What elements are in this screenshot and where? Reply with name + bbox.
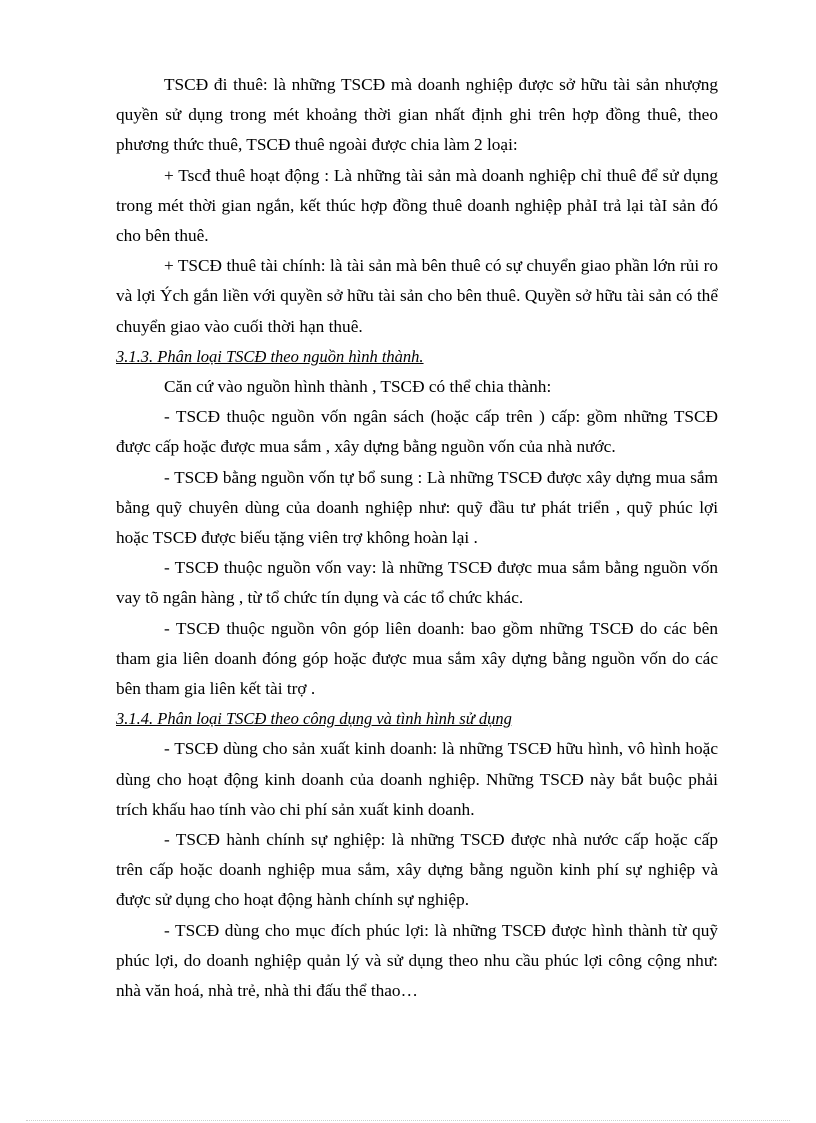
paragraph-state-budget: - TSCĐ thuộc nguồn vốn ngân sách (hoặc cấp trên ) cấp: gồm những TSCĐ được cấp hoặc được mua sắm , xây dựng bằng nguồn vốn của nhà nước. (116, 407, 718, 457)
paragraph-administrative: - TSCĐ hành chính sự nghiệp: là những TSCĐ được nhà nước cấp hoặc cấp trên cấp hoặc doanh nghiệp mua sắm, xây dựng bằng nguồn kinh phí sự nghiệp và được sử dụng cho hoạt động hành chính sự nghiệp. (116, 830, 718, 910)
document-body (116, 70, 718, 1006)
paragraph-operating-lease: + Tscđ thuê hoạt động : Là những tài sản mà doanh nghiệp chỉ thuê để sử dụng trong mét thời gian ngắn, kết thúc hợp đồng thuê doanh nghiệp phảI trả lại tàI sản đó cho bên thuê. (116, 165, 718, 246)
paragraph-borrowed-capital: - TSCĐ thuộc nguồn vốn vay: là những TSCĐ được mua sắm bằng nguồn vốn vay tõ ngân hàng , từ tổ chức tín dụng và các tổ chức khác. (116, 558, 718, 608)
paragraph-leased-assets: TSCĐ đi thuê: là những TSCĐ mà doanh nghiệp được sở hữu tài sản nhượng quyền sử dụng trong mét khoảng thời gian nhất định ghi trên hợp đồng thuê, theo phương thức thuê, TSCĐ thuê ngoài được chia làm 2 loại: (116, 75, 718, 155)
section-heading-3-1-3: 3.1.3. Phân loại TSCĐ theo nguồn hình thành. (116, 346, 424, 366)
paragraph-finance-lease: + TSCĐ thuê tài chính: là tài sản mà bên thuê có sự chuyển giao phần lớn rủi ro và lợi Ých gắn liền với quyền sở hữu tài sản cho bên thuê. Quyền sở hữu tài sản có thể chuyển giao vào cuối thời hạn thuê. (116, 256, 718, 336)
paragraph-business-use: - TSCĐ dùng cho sản xuất kinh doanh: là những TSCĐ hữu hình, vô hình hoặc dùng cho hoạt động kinh doanh của doanh nghiệp. Những TSCĐ này bắt buộc phải trích khấu hao tính vào chi phí sản xuất kinh doanh. (116, 739, 718, 819)
paragraph-joint-venture: - TSCĐ thuộc nguồn vôn góp liên doanh: bao gồm những TSCĐ do các bên tham gia liên doanh đóng góp hoặc được mua sắm xây dựng bằng nguồn vốn do các bên tham gia liên kết tài trợ . (116, 618, 718, 699)
paragraph-source-intro: Căn cứ vào nguồn hình thành , TSCĐ có thể chia thành: (164, 377, 552, 397)
page-bottom-divider (26, 1120, 790, 1121)
paragraph-self-supplement: - TSCĐ bằng nguồn vốn tự bổ sung : Là những TSCĐ được xây dựng mua sắm bằng quỹ chuyên dùng của doanh nghiệp như: quỹ đầu tư phát triển , quỹ phúc lợi hoặc TSCĐ được biếu tặng viên trợ không hoàn lại . (116, 467, 718, 548)
section-heading-3-1-4: 3.1.4. Phân loại TSCĐ theo công dụng và tình hình sử dụng (116, 709, 512, 729)
paragraph-welfare: - TSCĐ dùng cho mục đích phúc lợi: là những TSCĐ được hình thành từ quỹ phúc lợi, do doanh nghiệp quản lý và sử dụng theo nhu cầu phúc lợi công cộng như: nhà văn hoá, nhà trẻ, nhà thi đấu thể thao… (116, 920, 718, 1001)
